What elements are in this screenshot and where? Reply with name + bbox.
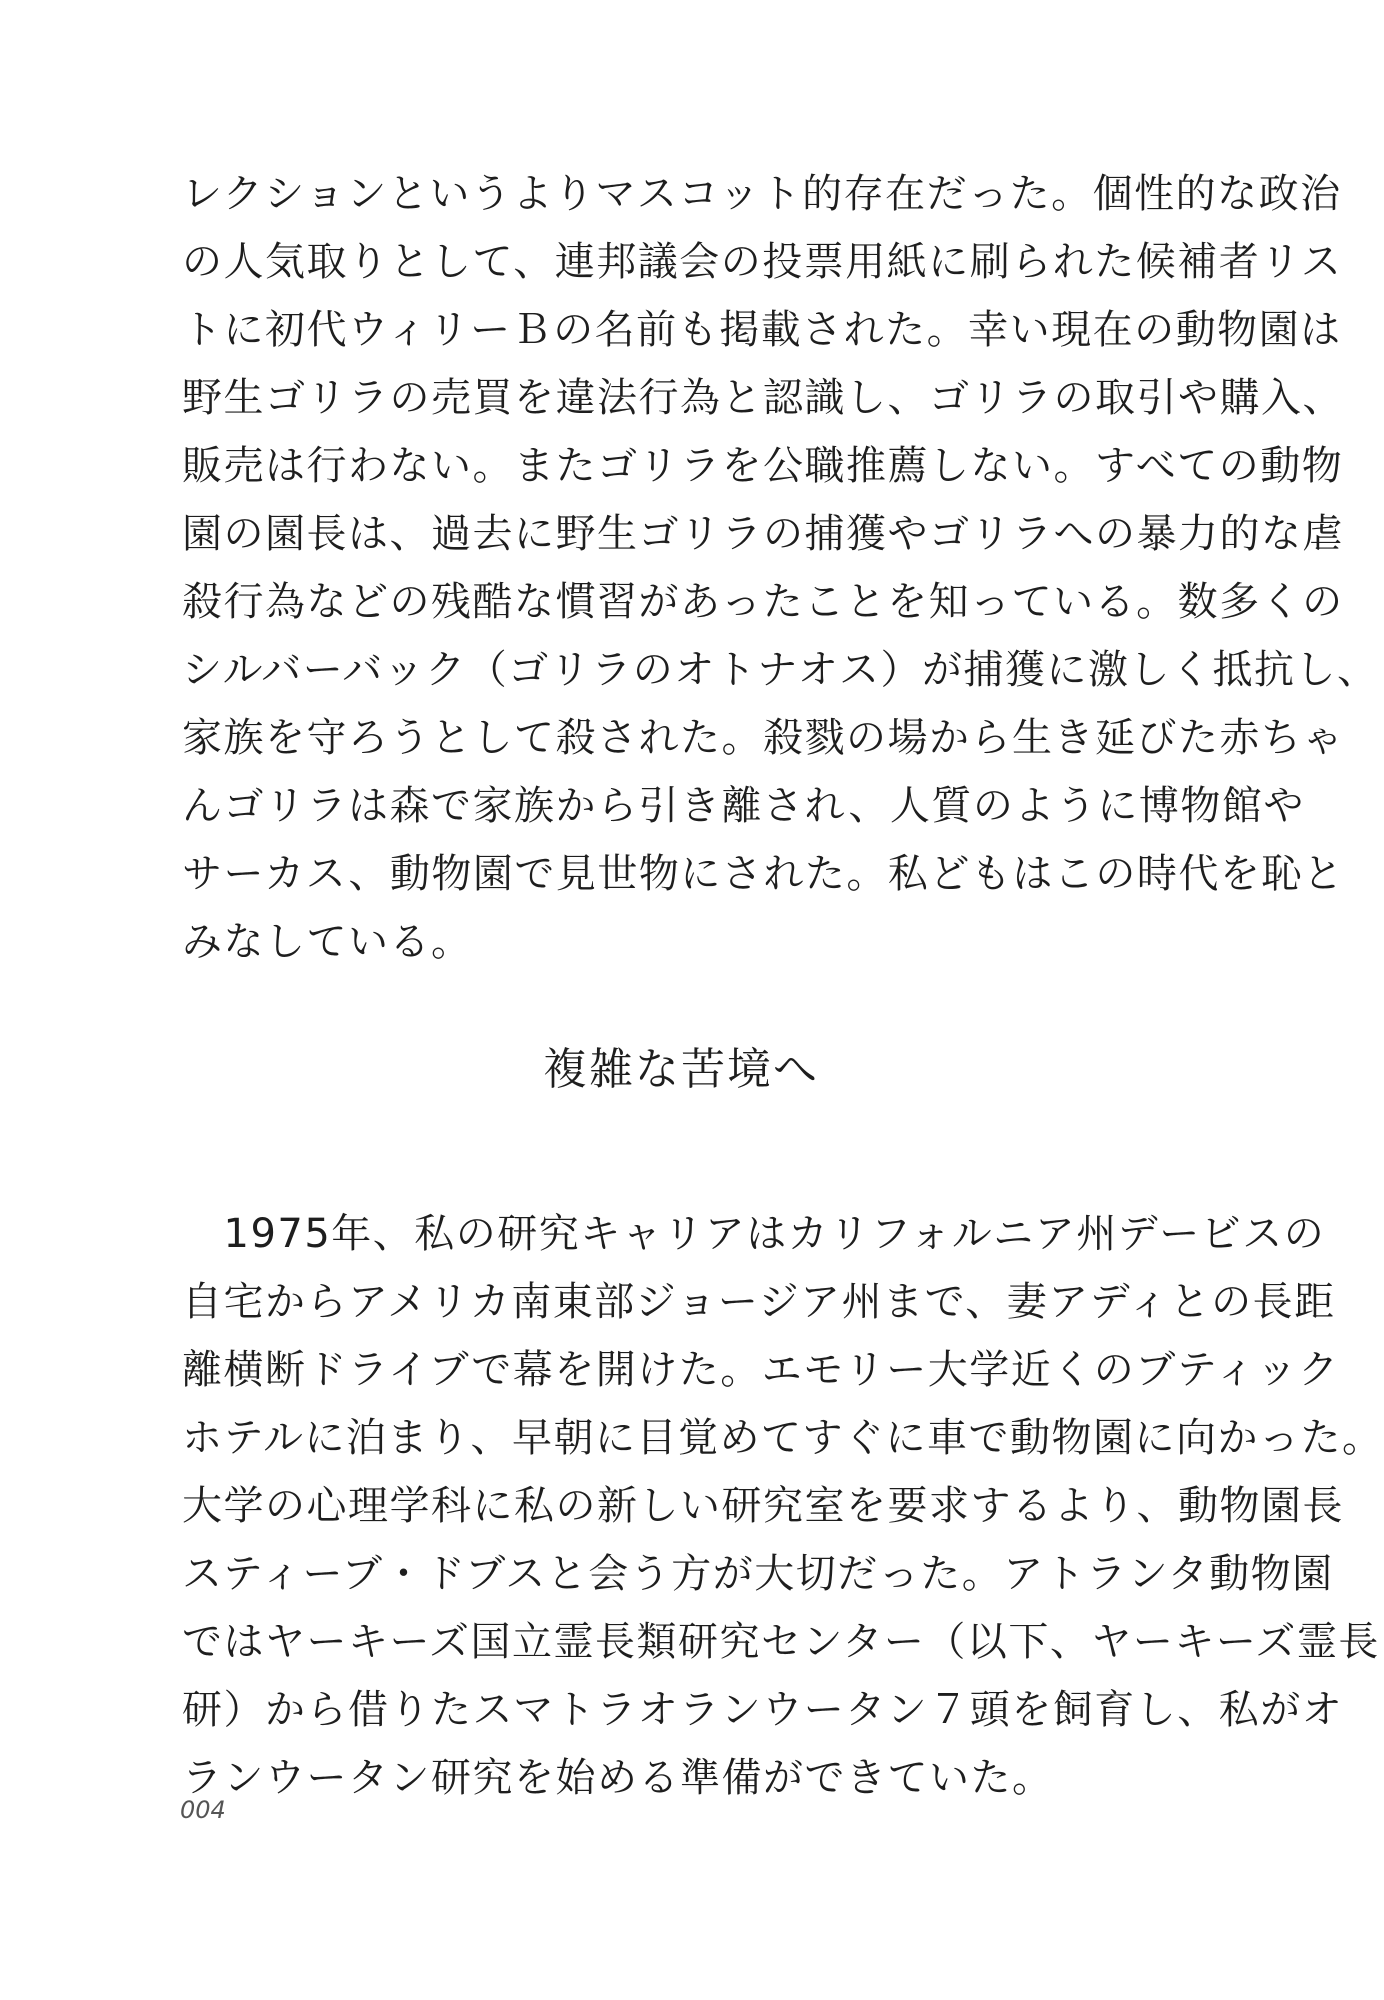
paragraph-line: レクションというよりマスコット的存在だった。個性的な政治	[182, 171, 1342, 217]
paragraph-line: スティーブ・ドブスと会う方が大切だった。アトランタ動物園	[182, 1551, 1334, 1597]
paragraph-line: 園の園長は、過去に野生ゴリラの捕獲やゴリラへの暴力的な虐	[182, 511, 1344, 557]
paragraph-line: 離横断ドライブで幕を開けた。エモリー大学近くのブティック	[182, 1347, 1340, 1393]
paragraph-line: 野生ゴリラの売買を違法行為と認識し、ゴリラの取引や購入、	[182, 375, 1344, 421]
paragraph-line: 販売は行わない。またゴリラを公職推薦しない。すべての動物	[182, 443, 1344, 489]
paragraph-line: サーカス、動物園で見世物にされた。私どもはこの時代を恥と	[182, 851, 1345, 897]
paragraph-line: 自宅からアメリカ南東部ジョージア州まで、妻アディとの長距	[182, 1279, 1336, 1325]
paragraph-line: ホテルに泊まり、早朝に目覚めてすぐに車で動物園に向かった。	[182, 1415, 1384, 1461]
paragraph-line: トに初代ウィリーＢの名前も掲載された。幸い現在の動物園は	[182, 307, 1342, 353]
paragraph-line: シルバーバック（ゴリラのオトナオス）が捕獲に激しく抵抗し、	[182, 647, 1379, 693]
paragraph-line: 研）から借りたスマトラオランウータン７頭を飼育し、私がオ	[182, 1687, 1344, 1733]
paragraph-line: 1975年、私の研究キャリアはカリフォルニア州デービスの	[182, 1211, 1326, 1257]
paragraph-line: ランウータン研究を始める準備ができていた。	[182, 1755, 1054, 1801]
paragraph-line: の人気取りとして、連邦議会の投票用紙に刷られた候補者リス	[182, 239, 1343, 285]
section-heading: 複雑な苦境へ	[543, 1044, 819, 1095]
paragraph-line: 家族を守ろうとして殺された。殺戮の場から生き延びた赤ちゃ	[182, 715, 1344, 761]
paragraph-line: んゴリラは森で家族から引き離され、人質のように博物館や	[182, 783, 1305, 829]
body-paragraph-1	[182, 160, 1379, 976]
page-number: 004	[180, 1796, 226, 1824]
paragraph-line: 殺行為などの残酷な慣習があったことを知っている。数多くの	[182, 579, 1344, 625]
paragraph-line: ではヤーキーズ国立霊長類研究センター（以下、ヤーキーズ霊長	[182, 1619, 1380, 1665]
paragraph-line: 大学の心理学科に私の新しい研究室を要求するより、動物園長	[182, 1483, 1344, 1529]
paragraph-line: みなしている。	[182, 919, 473, 965]
body-paragraph-2	[182, 1200, 1384, 1812]
